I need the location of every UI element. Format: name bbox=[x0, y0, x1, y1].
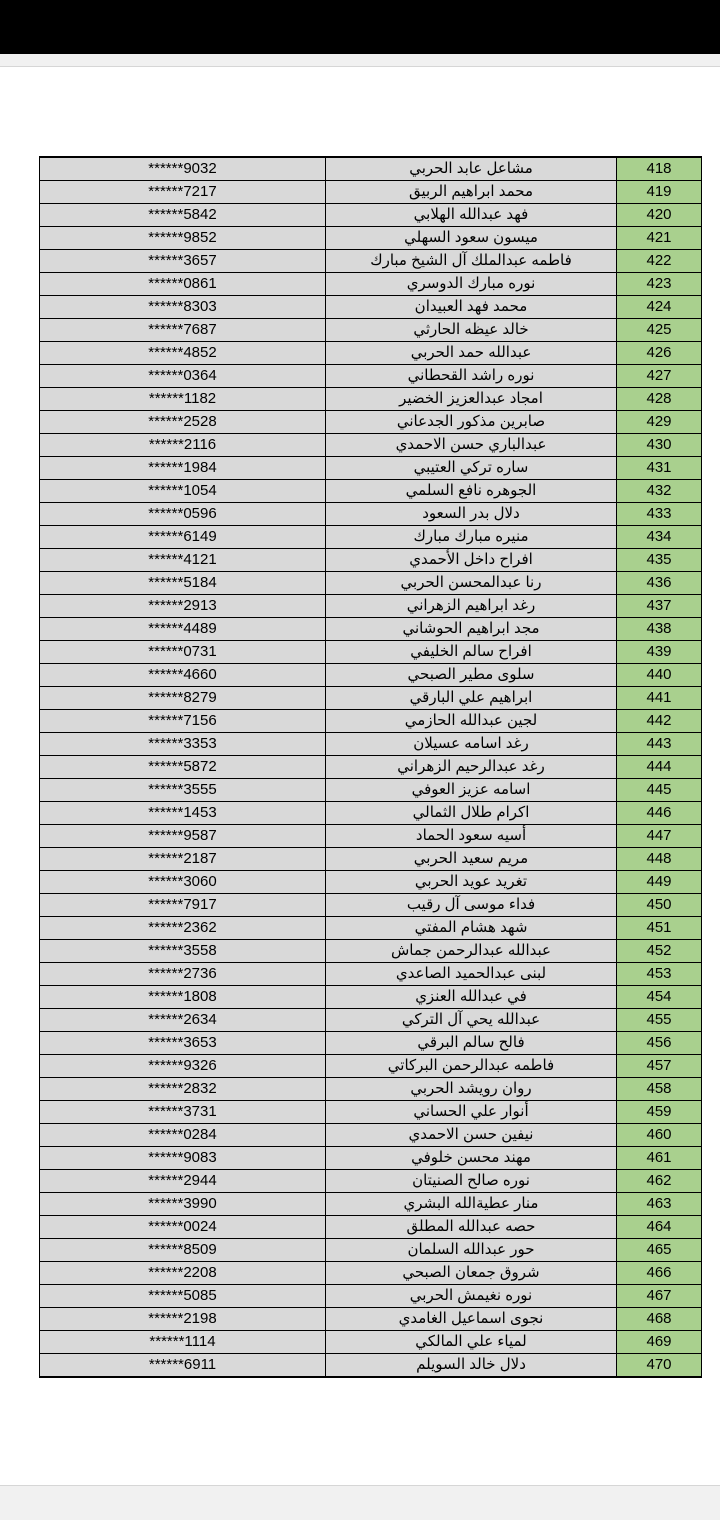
row-number-cell: 423 bbox=[617, 273, 702, 296]
table-row bbox=[40, 1055, 702, 1078]
table-row bbox=[40, 296, 702, 319]
name-cell: مجد ابراهيم الحوشاني bbox=[326, 618, 617, 641]
name-cell: امجاد عبدالعزيز الخضير bbox=[326, 388, 617, 411]
row-number-cell: 428 bbox=[617, 388, 702, 411]
table-row bbox=[40, 572, 702, 595]
row-number-cell: 448 bbox=[617, 848, 702, 871]
row-number-cell: 418 bbox=[617, 157, 702, 181]
row-number-cell: 447 bbox=[617, 825, 702, 848]
masked-id-cell: ******2736 bbox=[40, 963, 326, 986]
table-row bbox=[40, 1078, 702, 1101]
row-number-cell: 440 bbox=[617, 664, 702, 687]
table-row bbox=[40, 250, 702, 273]
table-row bbox=[40, 595, 702, 618]
row-number-cell: 433 bbox=[617, 503, 702, 526]
table-row bbox=[40, 526, 702, 549]
table-row bbox=[40, 1262, 702, 1285]
row-number-cell: 462 bbox=[617, 1170, 702, 1193]
row-number-cell: 464 bbox=[617, 1216, 702, 1239]
masked-id-cell: ******5184 bbox=[40, 572, 326, 595]
masked-id-cell: ******6149 bbox=[40, 526, 326, 549]
name-cell: حور عبدالله السلمان bbox=[326, 1239, 617, 1262]
masked-id-cell: ******3555 bbox=[40, 779, 326, 802]
name-cell: عبدالله حمد الحربي bbox=[326, 342, 617, 365]
masked-id-cell: ******0024 bbox=[40, 1216, 326, 1239]
row-number-cell: 441 bbox=[617, 687, 702, 710]
table-row bbox=[40, 1147, 702, 1170]
masked-id-cell: ******4660 bbox=[40, 664, 326, 687]
masked-id-cell: ******4489 bbox=[40, 618, 326, 641]
name-cell: دلال خالد السويلم bbox=[326, 1354, 617, 1378]
masked-id-cell: ******1453 bbox=[40, 802, 326, 825]
row-number-cell: 430 bbox=[617, 434, 702, 457]
row-number-cell: 469 bbox=[617, 1331, 702, 1354]
row-number-cell: 465 bbox=[617, 1239, 702, 1262]
table-row bbox=[40, 1308, 702, 1331]
name-cell: عبدالله يحي آل التركي bbox=[326, 1009, 617, 1032]
name-cell: نوره صالح الصنيتان bbox=[326, 1170, 617, 1193]
table-row bbox=[40, 710, 702, 733]
masked-id-cell: ******9852 bbox=[40, 227, 326, 250]
table-row bbox=[40, 1170, 702, 1193]
name-cell: شروق جمعان الصبحي bbox=[326, 1262, 617, 1285]
name-cell: نوره مبارك الدوسري bbox=[326, 273, 617, 296]
masked-id-cell: ******7687 bbox=[40, 319, 326, 342]
masked-id-cell: ******8279 bbox=[40, 687, 326, 710]
masked-id-cell: ******9083 bbox=[40, 1147, 326, 1170]
masked-id-cell: ******2116 bbox=[40, 434, 326, 457]
masked-id-cell: ******3558 bbox=[40, 940, 326, 963]
name-cell: افراح داخل الأحمدي bbox=[326, 549, 617, 572]
table-row bbox=[40, 342, 702, 365]
masked-id-cell: ******1984 bbox=[40, 457, 326, 480]
table-row bbox=[40, 779, 702, 802]
masked-id-cell: ******3731 bbox=[40, 1101, 326, 1124]
table-row bbox=[40, 227, 702, 250]
row-number-cell: 457 bbox=[617, 1055, 702, 1078]
row-number-cell: 438 bbox=[617, 618, 702, 641]
masked-id-cell: ******0284 bbox=[40, 1124, 326, 1147]
name-cell: محمد فهد العبيدان bbox=[326, 296, 617, 319]
row-number-cell: 442 bbox=[617, 710, 702, 733]
row-number-cell: 426 bbox=[617, 342, 702, 365]
table-row bbox=[40, 1285, 702, 1308]
table-row bbox=[40, 641, 702, 664]
masked-id-cell: ******2634 bbox=[40, 1009, 326, 1032]
table-row bbox=[40, 181, 702, 204]
row-number-cell: 453 bbox=[617, 963, 702, 986]
masked-id-cell: ******8303 bbox=[40, 296, 326, 319]
name-cell: دلال بدر السعود bbox=[326, 503, 617, 526]
name-cell: سلوى مطير الصبحي bbox=[326, 664, 617, 687]
name-cell: حصه عبدالله المطلق bbox=[326, 1216, 617, 1239]
row-number-cell: 445 bbox=[617, 779, 702, 802]
masked-id-cell: ******1182 bbox=[40, 388, 326, 411]
name-cell: في عبدالله العنزي bbox=[326, 986, 617, 1009]
masked-id-cell: ******4852 bbox=[40, 342, 326, 365]
row-number-cell: 427 bbox=[617, 365, 702, 388]
masked-id-cell: ******7217 bbox=[40, 181, 326, 204]
name-cell: فداء موسى آل رقيب bbox=[326, 894, 617, 917]
table-row bbox=[40, 411, 702, 434]
name-cell: شهد هشام المفتي bbox=[326, 917, 617, 940]
table-row bbox=[40, 1124, 702, 1147]
table-row bbox=[40, 480, 702, 503]
name-cell: ميسون سعود السهلي bbox=[326, 227, 617, 250]
masked-id-cell: ******5085 bbox=[40, 1285, 326, 1308]
row-number-cell: 446 bbox=[617, 802, 702, 825]
row-number-cell: 466 bbox=[617, 1262, 702, 1285]
table-row bbox=[40, 1193, 702, 1216]
table-row bbox=[40, 457, 702, 480]
roster-table bbox=[39, 156, 702, 1378]
masked-id-cell: ******2913 bbox=[40, 595, 326, 618]
masked-id-cell: ******9326 bbox=[40, 1055, 326, 1078]
name-cell: صابرين مذكور الجدعاني bbox=[326, 411, 617, 434]
row-number-cell: 455 bbox=[617, 1009, 702, 1032]
row-number-cell: 449 bbox=[617, 871, 702, 894]
masked-id-cell: ******2944 bbox=[40, 1170, 326, 1193]
table-row bbox=[40, 319, 702, 342]
table-row bbox=[40, 848, 702, 871]
name-cell: رغد اسامه عسيلان bbox=[326, 733, 617, 756]
row-number-cell: 437 bbox=[617, 595, 702, 618]
name-cell: فاطمه عبدالرحمن البركاتي bbox=[326, 1055, 617, 1078]
row-number-cell: 420 bbox=[617, 204, 702, 227]
masked-id-cell: ******2362 bbox=[40, 917, 326, 940]
name-cell: محمد ابراهيم الربيق bbox=[326, 181, 617, 204]
table-row bbox=[40, 963, 702, 986]
row-number-cell: 421 bbox=[617, 227, 702, 250]
name-cell: خالد عيظه الحارثي bbox=[326, 319, 617, 342]
table-row bbox=[40, 1354, 702, 1378]
name-cell: لجين عبدالله الحازمي bbox=[326, 710, 617, 733]
masked-id-cell: ******6911 bbox=[40, 1354, 326, 1378]
table-row bbox=[40, 802, 702, 825]
name-cell: الجوهره نافع السلمي bbox=[326, 480, 617, 503]
masked-id-cell: ******3653 bbox=[40, 1032, 326, 1055]
name-cell: ابراهيم علي البارقي bbox=[326, 687, 617, 710]
masked-id-cell: ******4121 bbox=[40, 549, 326, 572]
name-cell: أنوار علي الحساني bbox=[326, 1101, 617, 1124]
name-cell: روان رويشد الحربي bbox=[326, 1078, 617, 1101]
row-number-cell: 456 bbox=[617, 1032, 702, 1055]
name-cell: رغد عبدالرحيم الزهراني bbox=[326, 756, 617, 779]
table-row bbox=[40, 618, 702, 641]
table-row bbox=[40, 434, 702, 457]
masked-id-cell: ******0861 bbox=[40, 273, 326, 296]
row-number-cell: 444 bbox=[617, 756, 702, 779]
masked-id-cell: ******0596 bbox=[40, 503, 326, 526]
row-number-cell: 451 bbox=[617, 917, 702, 940]
table-row bbox=[40, 1331, 702, 1354]
masked-id-cell: ******7156 bbox=[40, 710, 326, 733]
name-cell: نجوى اسماعيل الغامدي bbox=[326, 1308, 617, 1331]
table-row bbox=[40, 1009, 702, 1032]
row-number-cell: 425 bbox=[617, 319, 702, 342]
table-row bbox=[40, 1101, 702, 1124]
masked-id-cell: ******9032 bbox=[40, 157, 326, 181]
row-number-cell: 460 bbox=[617, 1124, 702, 1147]
table-row bbox=[40, 1032, 702, 1055]
table-row bbox=[40, 664, 702, 687]
row-number-cell: 434 bbox=[617, 526, 702, 549]
table-row bbox=[40, 894, 702, 917]
table-row bbox=[40, 871, 702, 894]
row-number-cell: 450 bbox=[617, 894, 702, 917]
status-bar bbox=[0, 0, 720, 54]
name-cell: تغريد عويد الحربي bbox=[326, 871, 617, 894]
masked-id-cell: ******5872 bbox=[40, 756, 326, 779]
row-number-cell: 458 bbox=[617, 1078, 702, 1101]
name-cell: نوره نغيمش الحربي bbox=[326, 1285, 617, 1308]
name-cell: فاطمه عبدالملك آل الشيخ مبارك bbox=[326, 250, 617, 273]
masked-id-cell: ******0364 bbox=[40, 365, 326, 388]
name-cell: ساره تركي العتيبي bbox=[326, 457, 617, 480]
masked-id-cell: ******2528 bbox=[40, 411, 326, 434]
name-cell: نيفين حسن الاحمدي bbox=[326, 1124, 617, 1147]
masked-id-cell: ******3353 bbox=[40, 733, 326, 756]
table-row bbox=[40, 940, 702, 963]
row-number-cell: 470 bbox=[617, 1354, 702, 1378]
table-row bbox=[40, 733, 702, 756]
row-number-cell: 429 bbox=[617, 411, 702, 434]
name-cell: اسامه عزيز العوفي bbox=[326, 779, 617, 802]
name-cell: لبنى عبدالحميد الصاعدي bbox=[326, 963, 617, 986]
name-cell: لمياء علي المالكي bbox=[326, 1331, 617, 1354]
name-cell: عبدالباري حسن الاحمدي bbox=[326, 434, 617, 457]
table-row bbox=[40, 687, 702, 710]
table-row bbox=[40, 1216, 702, 1239]
row-number-cell: 468 bbox=[617, 1308, 702, 1331]
table-row bbox=[40, 503, 702, 526]
row-number-cell: 422 bbox=[617, 250, 702, 273]
name-cell: فالح سالم البرقي bbox=[326, 1032, 617, 1055]
masked-id-cell: ******2187 bbox=[40, 848, 326, 871]
name-cell: منار عطيةالله البشري bbox=[326, 1193, 617, 1216]
masked-id-cell: ******7917 bbox=[40, 894, 326, 917]
row-number-cell: 454 bbox=[617, 986, 702, 1009]
masked-id-cell: ******1808 bbox=[40, 986, 326, 1009]
row-number-cell: 432 bbox=[617, 480, 702, 503]
table-row bbox=[40, 365, 702, 388]
masked-id-cell: ******2198 bbox=[40, 1308, 326, 1331]
table-row bbox=[40, 388, 702, 411]
masked-id-cell: ******3990 bbox=[40, 1193, 326, 1216]
row-number-cell: 431 bbox=[617, 457, 702, 480]
table-row bbox=[40, 549, 702, 572]
masked-id-cell: ******3060 bbox=[40, 871, 326, 894]
row-number-cell: 424 bbox=[617, 296, 702, 319]
row-number-cell: 436 bbox=[617, 572, 702, 595]
row-number-cell: 452 bbox=[617, 940, 702, 963]
name-cell: رغد ابراهيم الزهراني bbox=[326, 595, 617, 618]
table-row bbox=[40, 825, 702, 848]
name-cell: مهند محسن خلوفي bbox=[326, 1147, 617, 1170]
row-number-cell: 463 bbox=[617, 1193, 702, 1216]
masked-id-cell: ******2832 bbox=[40, 1078, 326, 1101]
table-row bbox=[40, 157, 702, 181]
row-number-cell: 435 bbox=[617, 549, 702, 572]
name-cell: رنا عبدالمحسن الحربي bbox=[326, 572, 617, 595]
masked-id-cell: ******3657 bbox=[40, 250, 326, 273]
name-cell: مشاعل عابد الحربي bbox=[326, 157, 617, 181]
masked-id-cell: ******2208 bbox=[40, 1262, 326, 1285]
name-cell: أسيه سعود الحماد bbox=[326, 825, 617, 848]
masked-id-cell: ******5842 bbox=[40, 204, 326, 227]
row-number-cell: 459 bbox=[617, 1101, 702, 1124]
row-number-cell: 443 bbox=[617, 733, 702, 756]
table-row bbox=[40, 986, 702, 1009]
name-cell: نوره راشد القحطاني bbox=[326, 365, 617, 388]
masked-id-cell: ******0731 bbox=[40, 641, 326, 664]
table-row bbox=[40, 756, 702, 779]
name-cell: افراح سالم الخليفي bbox=[326, 641, 617, 664]
masked-id-cell: ******9587 bbox=[40, 825, 326, 848]
table-row bbox=[40, 1239, 702, 1262]
row-number-cell: 419 bbox=[617, 181, 702, 204]
row-number-cell: 439 bbox=[617, 641, 702, 664]
masked-id-cell: ******8509 bbox=[40, 1239, 326, 1262]
name-cell: عبدالله عبدالرحمن جماش bbox=[326, 940, 617, 963]
table-row bbox=[40, 273, 702, 296]
masked-id-cell: ******1054 bbox=[40, 480, 326, 503]
name-cell: منيره مبارك مبارك bbox=[326, 526, 617, 549]
name-cell: اكرام طلال الثمالي bbox=[326, 802, 617, 825]
masked-id-cell: ******1114 bbox=[40, 1331, 326, 1354]
name-cell: مريم سعيد الحربي bbox=[326, 848, 617, 871]
table-row bbox=[40, 917, 702, 940]
name-cell: فهد عبدالله الهلابي bbox=[326, 204, 617, 227]
table-row bbox=[40, 204, 702, 227]
row-number-cell: 467 bbox=[617, 1285, 702, 1308]
row-number-cell: 461 bbox=[617, 1147, 702, 1170]
